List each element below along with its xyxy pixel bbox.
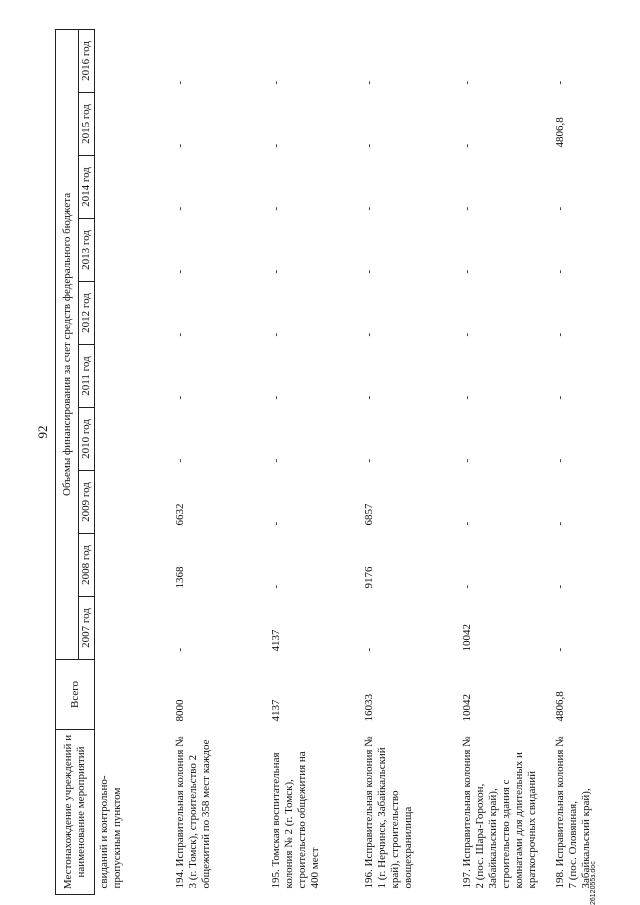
row-value: - (460, 584, 473, 589)
row-value: - (269, 269, 282, 274)
row-value (94, 408, 171, 471)
row-name: 195. Томская воспитательная колония № 2 (г. Томск), строительство общежития на 400 мест (269, 751, 321, 889)
page-number: 92 (35, 425, 50, 439)
table-row (360, 29, 458, 894)
row-value: - (553, 584, 566, 589)
header-year: 2007 год (79, 597, 95, 660)
row-value: - (553, 647, 566, 652)
row-value: 1368 (173, 566, 186, 589)
row-value: - (553, 269, 566, 274)
row-value: - (173, 395, 186, 400)
header-year: 2014 год (79, 156, 95, 219)
header-year: 2016 год (79, 29, 95, 92)
row-total: 4806,8 (553, 691, 566, 722)
header-year: 2012 год (79, 282, 95, 345)
table-row (458, 29, 551, 894)
row-value: - (362, 458, 375, 463)
row-value: - (460, 458, 473, 463)
row-value: - (362, 332, 375, 337)
row-value (94, 345, 171, 408)
header-group-title: Объемы финансирования за счет средств федерального бюджета (56, 29, 79, 659)
row-value: - (269, 458, 282, 463)
row-value: - (362, 269, 375, 274)
table-row (267, 29, 360, 894)
row-total (94, 660, 171, 730)
row-value: - (362, 647, 375, 652)
row-value: - (173, 206, 186, 211)
row-value (94, 93, 171, 156)
row-value (94, 29, 171, 92)
header-year: 2008 год (79, 534, 95, 597)
row-value: 10042 (460, 624, 473, 652)
row-value: - (362, 80, 375, 85)
row-value: 6857 (362, 503, 375, 526)
footer-filename: 2612055з.doc (590, 861, 597, 905)
row-value: - (269, 584, 282, 589)
row-total: 16033 (362, 694, 375, 722)
financing-table (55, 29, 617, 895)
row-value: - (269, 521, 282, 526)
row-value: - (553, 458, 566, 463)
row-value: - (460, 269, 473, 274)
row-name: 196. Исправительная колония № 1 (г. Нерчинск, Забайкальский край), строительство овощехранилища (362, 736, 414, 889)
row-value: - (269, 332, 282, 337)
row-value (94, 471, 171, 534)
header-name-col: Местонахождение учреждений и наименование мероприятий (56, 730, 95, 895)
table-row (94, 29, 171, 894)
row-value: - (173, 647, 186, 652)
row-value (94, 219, 171, 282)
row-value: - (173, 458, 186, 463)
row-name: свиданий и контрольно-пропускным пунктом (97, 775, 123, 889)
row-value: - (362, 395, 375, 400)
row-value: 4806,8 (553, 117, 566, 148)
row-value: - (269, 206, 282, 211)
row-value: - (553, 395, 566, 400)
header-year: 2015 год (79, 93, 95, 156)
row-total: 10042 (460, 694, 473, 722)
row-value: - (173, 143, 186, 148)
row-value: - (173, 332, 186, 337)
row-value: 4137 (269, 629, 282, 652)
header-year: 2009 год (79, 471, 95, 534)
header-total-col: Всего (56, 660, 95, 730)
header-year: 2013 год (79, 219, 95, 282)
row-value (94, 597, 171, 660)
row-value: - (460, 80, 473, 85)
header-year: 2010 год (79, 408, 95, 471)
row-value: - (269, 143, 282, 148)
row-total: 4137 (269, 699, 282, 722)
row-value: - (362, 143, 375, 148)
row-value: - (553, 332, 566, 337)
row-total: 8000 (173, 699, 186, 722)
row-value: - (553, 80, 566, 85)
rotated-table-container (55, 30, 590, 895)
row-value: - (460, 395, 473, 400)
row-value: - (173, 80, 186, 85)
header-year: 2011 год (79, 345, 95, 408)
row-value (94, 156, 171, 219)
row-value: - (460, 143, 473, 148)
row-name: 197. Исправительная колония № 2 (пос. Шара-Горохон, Забайкальский край), строительство здания с комнатами для длительных и краткосрочных свиданий (460, 736, 538, 889)
row-value: - (460, 332, 473, 337)
row-value (94, 534, 171, 597)
table-row (551, 29, 617, 894)
row-value: - (460, 206, 473, 211)
row-name: 198. Исправительная колония № 7 (пос. Оловянная, Забайкальский край), (553, 736, 592, 889)
row-value (94, 282, 171, 345)
row-value: - (362, 206, 375, 211)
row-value: - (173, 269, 186, 274)
row-value: - (460, 521, 473, 526)
row-value: - (269, 395, 282, 400)
row-value: - (553, 521, 566, 526)
row-name: 194. Исправительная колония № 3 (г. Томск), строительство 2 общежитий по 358 мест каждое (173, 736, 212, 889)
row-value: - (269, 80, 282, 85)
table-row (171, 29, 267, 894)
row-value: - (553, 206, 566, 211)
row-value: 9176 (362, 566, 375, 589)
row-value: 6632 (173, 503, 186, 526)
